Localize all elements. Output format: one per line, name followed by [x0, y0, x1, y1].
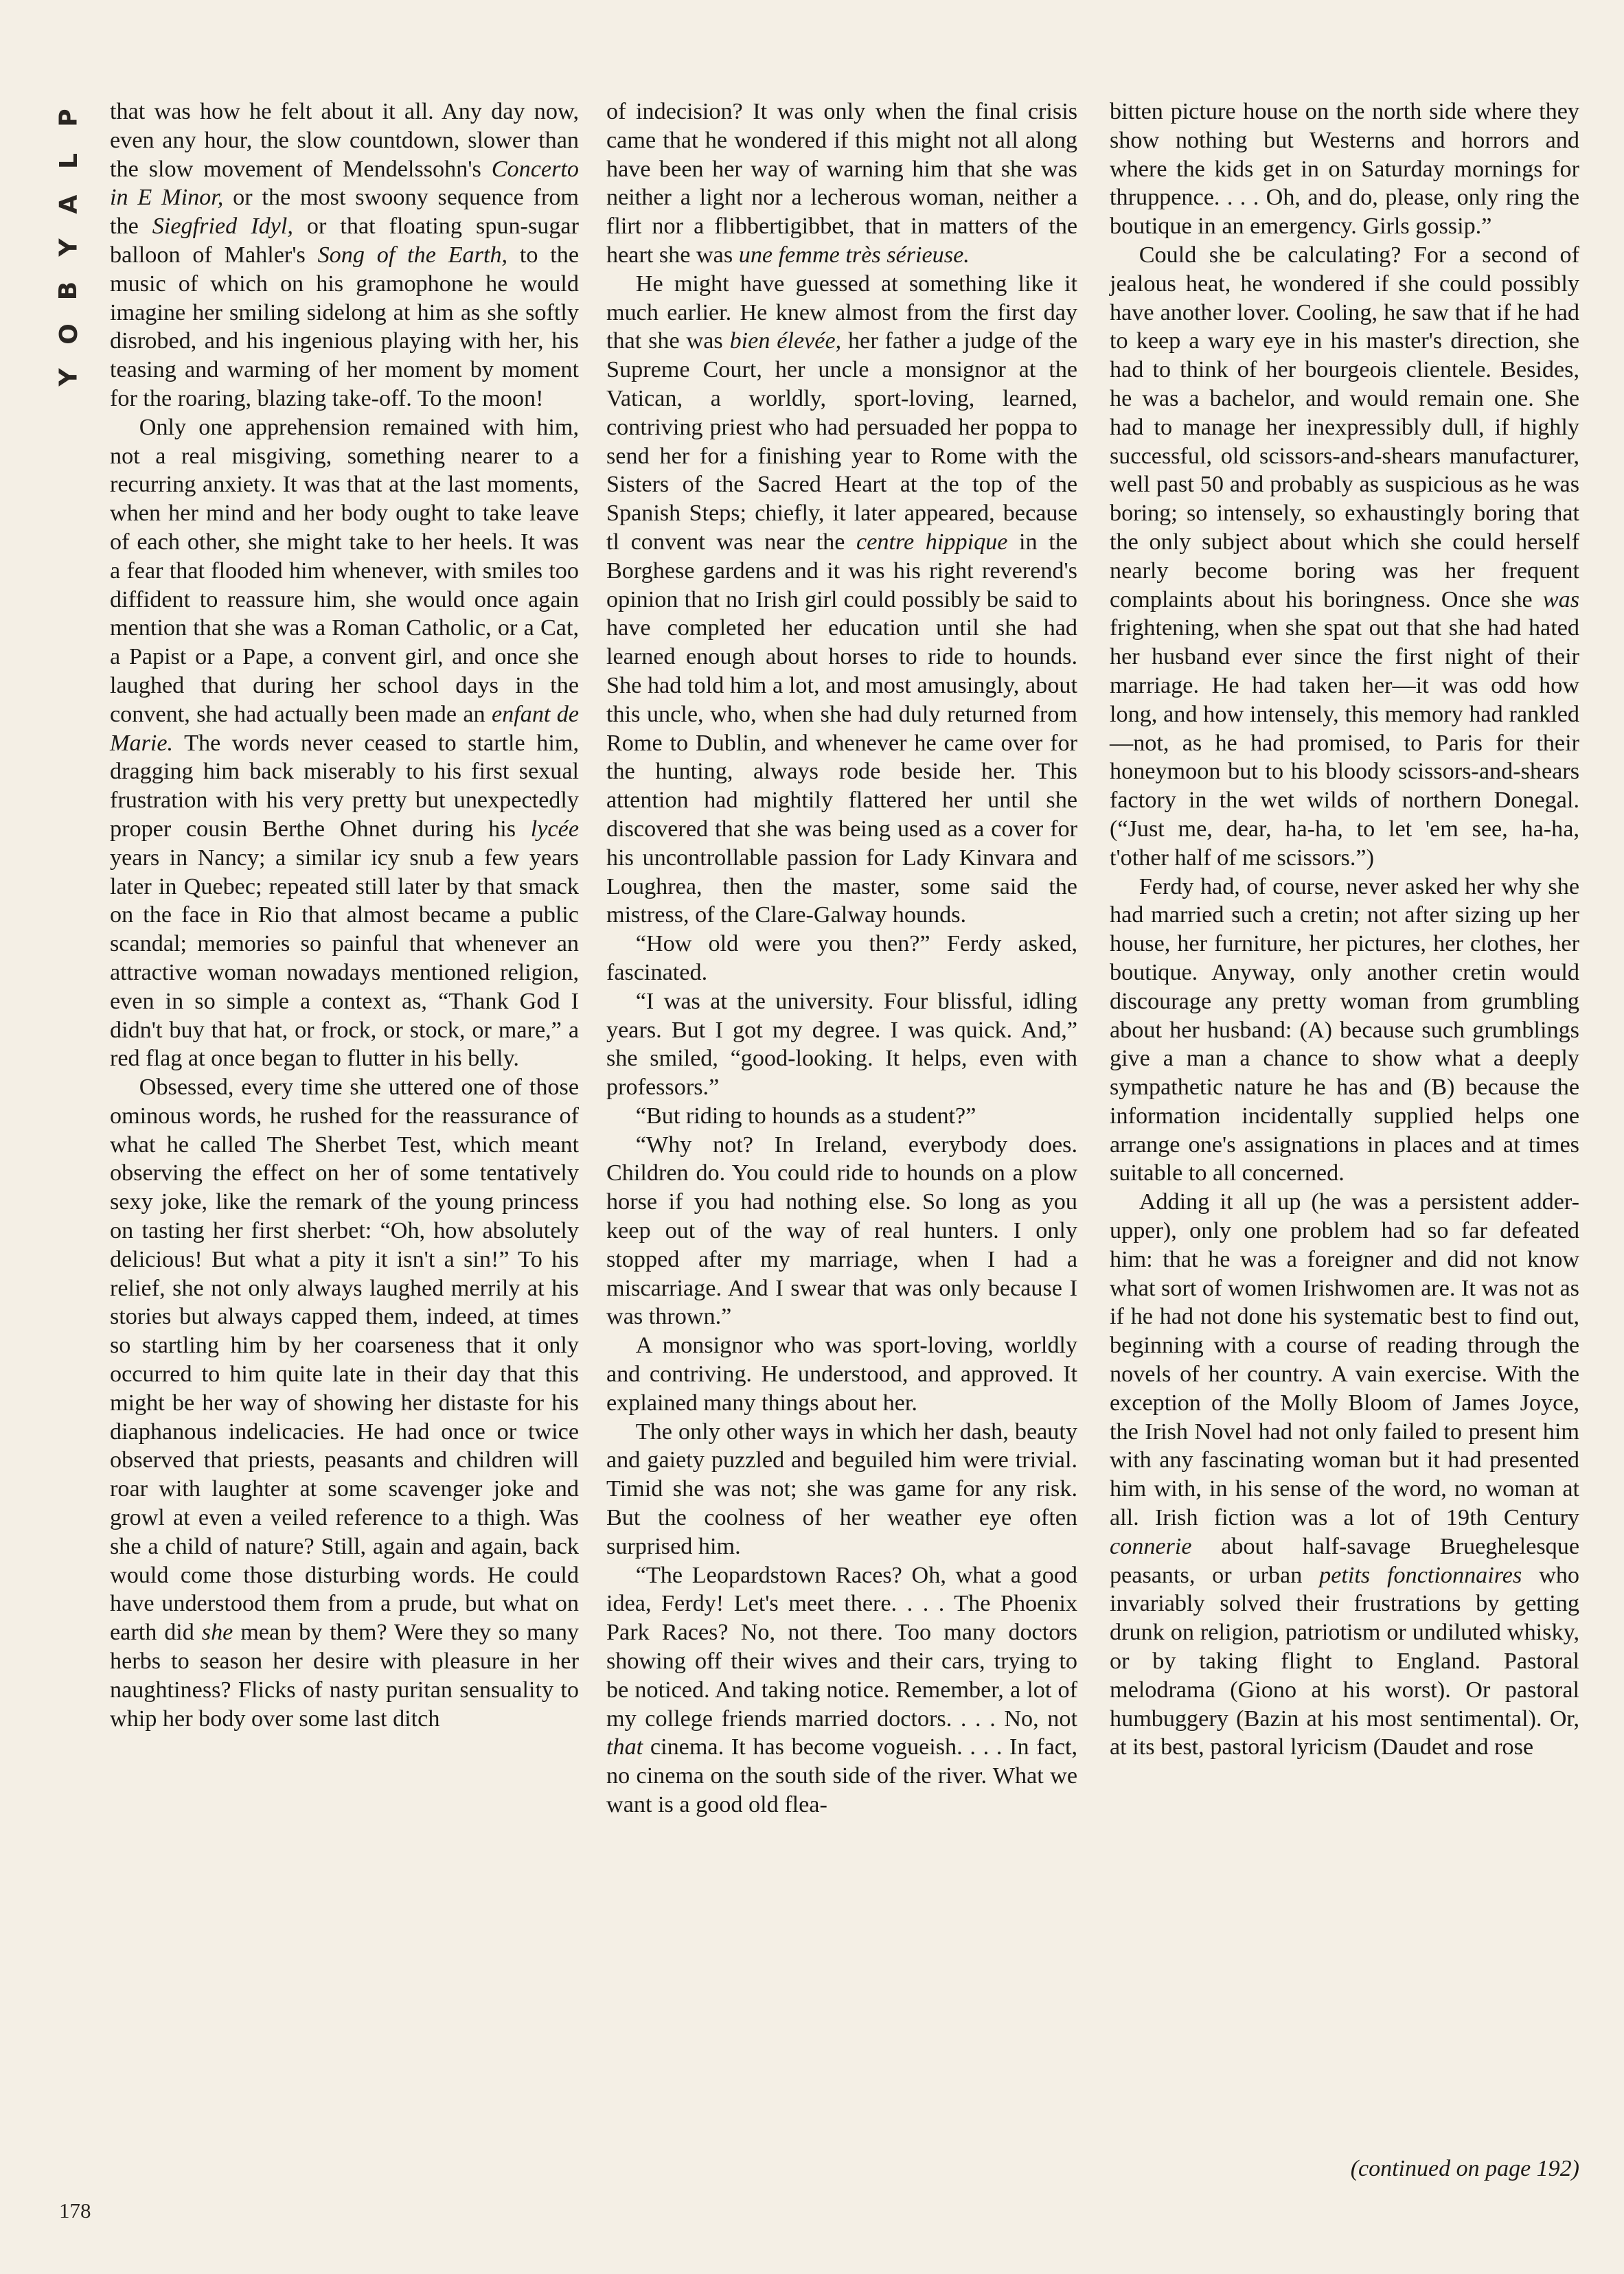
paragraph: bitten picture house on the north side where they show nothing but Westerns and horrors and where the kids get in on Saturday mornings for thruppence. . . . Oh, and do, please, only ring the boutique in an emergency. Girls gossip.”: [1110, 99, 1579, 240]
magazine-letter: L: [54, 153, 83, 169]
paragraph: “How old were you then?” Ferdy asked, fascinated.: [606, 931, 1077, 985]
magazine-name-vertical: [48, 96, 89, 399]
paragraph: “But riding to hounds as a student?”: [635, 1103, 976, 1129]
magazine-letter: A: [54, 194, 83, 214]
text-column-2: [606, 97, 1077, 1819]
magazine-letter: B: [54, 281, 83, 301]
paragraph: that was how he felt about it all. Any day now, even any hour, the slow countdown, slower than the slow movement of Mendelssohn's Concerto in E Minor, or the most swoony sequence from the Siegfried Idyl, or that floating spun-sugar balloon of Mahler's Song of the Earth, to the music of which on his gramophone he would imagine her smiling sidelong at him as she softly disrobed, and his ingenious playing with her, his teasing and warming of her moment by moment for the roaring, blazing take-off. To the moon!: [110, 99, 580, 411]
paragraph: Could she be calculating? For a second of jealous heat, he wondered if she could possibly have another lover. Cooling, he saw that if he had to keep a wary eye in his master's direction, she had to think of her bourgeois clientele. Besides, he was a bachelor, and would remain one. She had to manage her inexpressibly dull, if highly successful, old scissors-and-shears manufacturer, well past 50 and probably as suspicious as he was boring; so intensely, so exhaustingly boring that the only subject about which she could herself nearly become boring was her frequent complaints about his boringness. Once she was frightening, when she spat out that she had hated her husband ever since the first night of their marriage. He had taken her—it was odd how long, and how intensely, this memory had rankled—not, as he had promised, to Paris for their honeymoon but to his bloody scissors-and-shears factory in the wet wilds of northern Donegal. (“Just me, dear, ha-ha, to let 'em see, ha-ha, t'other half of me scissors.”): [1110, 242, 1579, 871]
paragraph: Adding it all up (he was a persistent adder-upper), only one problem had so far defeated him: that he was a foreigner and did not know what sort of women Irishwomen are. It was not as if he had not done his systematic best to find out, beginning with a course of reading through the novels of her country. A vain exercise. With the exception of the Molly Bloom of James Joyce, the Irish Novel had not only failed to present him with any fascinating woman but it had presented him with, in his sense of the word, no woman at all. Irish fiction was a lot of 19th Century connerie about half-savage Brueghelesque peasants, or urban petits fonctionnaires who invariably solved their frustrations by getting drunk on religion, patriotism or undiluted whisky, or by taking flight to England. Pastoral melodrama (Giono at his worst). Or pastoral humbuggery (Bazin at his most sentimental). Or, at its best, pastoral lyricism (Daudet and rose: [1110, 1189, 1580, 1760]
paragraph: A monsignor who was sport-loving, worldly and contriving. He understood, and approved. It explained many things about her.: [606, 1333, 1077, 1416]
paragraph: The only other ways in which her dash, beauty and gaiety puzzled and beguiled him were trivial. Timid she was not; she was game for any risk. But the coolness of her weather eye often surprised him.: [606, 1419, 1077, 1559]
paragraph: “I was at the university. Four blissful, idling years. But I got my degree. I was quick. And,” she smiled, “good-looking. It helps, even with professors.”: [606, 988, 1077, 1101]
paragraph: He might have guessed at something like it much earlier. He knew almost from the first day that she was bien élevée, her father a judge of the Supreme Court, her uncle a monsignor at the Vatican, a worldly, sport-loving, learned, contriving priest who had persuaded her poppa to send her for a finishing year to Rome with the Sisters of the Sacred Heart at the top of the Spanish Steps; chiefly, it later appeared, because tl convent was near the centre hippique in the Borghese gardens and it was his right reverend's opinion that no Irish girl could possibly be said to have completed her education until she had learned enough about horses to ride to hounds. She had told him a lot, and most amusingly, about this uncle, who, when she had duly returned from Rome to Dublin, and whenever he came over for the hunting, always rode beside her. This attention had mightily flattered her until she discovered that she was being used as a cover for his uncontrollable passion for Lady Kinvara and Loughrea, then the master, some said the mistress, of the Clare-Galway hounds.: [606, 271, 1078, 928]
magazine-letter: O: [54, 323, 83, 345]
paragraph: Only one apprehension remained with him, not a real misgiving, something nearer to a recurring anxiety. It was that at the last moments, when her mind and her body ought to take leave of each other, she might take to her heels. It was a fear that flooded him whenever, with smiles too diffident to reassure him, she would once again mention that she was a Roman Catholic, or a Cat, a Papist or a Pape, a convent girl, and once she laughed that during her school days in the convent, she had actually been made an enfant de Marie. The words never ceased to startle him, dragging him back miserably to his first sexual frustration with his very pretty but unexpectedly proper cousin Berthe Ohnet during his lycée years in Nancy; a similar icy snub a few years later in Quebec; repeated still later by that smack on the face in Rio that almost became a public scandal; memories so painful that whenever an attractive woman nowadays mentioned religion, even in so simple a context as, “Thank God I didn't buy that hat, or frock, or stock, or mare,” a red flag at once began to flutter in his belly.: [110, 414, 580, 1072]
magazine-letter: Y: [54, 368, 83, 387]
page-number: 178: [59, 2198, 91, 2223]
paragraph: of indecision? It was only when the final crisis came that he wondered if this might not all along have been her way of warning him that she was neither a light nor a lecherous woman, neither a flirt nor a flibbertigibbet, that in matters of the heart she was une femme très sérieuse.: [606, 99, 1077, 268]
paragraph: “Why not? In Ireland, everybody does. Children do. You could ride to hounds on a plow horse if you had nothing else. So long as you keep out of the way of real hunters. I only stopped after my marriage, when I had a miscarriage. And I swear that was only because I was thrown.”: [606, 1132, 1077, 1330]
paragraph: “The Leopardstown Races? Oh, what a good idea, Ferdy! Let's meet there. . . . The Phoenix Park Races? No, not there. Too many doctors showing off their wives and their cars, trying to be noticed. And taking notice. Remember, a lot of my college friends married doctors. . . . No, not that cinema. It has become vogueish. . . . In fact, no cinema on the south side of the river. What we want is a good old flea-: [606, 1562, 1078, 1818]
text-column-3: [1110, 97, 1579, 1762]
magazine-letter: Y: [54, 238, 83, 257]
text-column-1: [110, 97, 579, 1733]
magazine-letter: P: [54, 108, 83, 127]
paragraph: Obsessed, every time she uttered one of those ominous words, he rushed for the reassurance of what he called The Sherbet Test, which meant observing the effect on her of some tentatively sexy joke, like the remark of the young princess on tasting her first sherbet: “Oh, how absolutely delicious! But what a pity it isn't a sin!” To his relief, she not only always laughed merrily at his stories but always capped them, indeed, at times so startling him by her coarseness that it only occurred to him quite late in their day that this might be her way of showing her distaste for his diaphanous indelicacies. He had once or twice observed that priests, peasants and children will roar with laughter at some scavenger joke and growl at even a veiled reference to a thigh. Was she a child of nature? Still, again and again, back would come those disturbing words. He could have understood them from a prude, but what on earth did she mean by them? Were they so many herbs to season her desire with pleasure in her naughtiness? Flicks of nasty puritan sensuality to whip her body over some last ditch: [110, 1075, 580, 1732]
paragraph: Ferdy had, of course, never asked her why she had married such a cretin; not after sizing up her house, her furniture, her pictures, her clothes, her boutique. Anyway, only another cretin would discourage any pretty woman from grumbling about her husband: (A) because such grumblings give a man a chance to show what a deeply sympathetic nature he has and (B) because the information incidentally supplied helps one arrange one's assignations in places and at times suitable to all concerned.: [1110, 873, 1579, 1186]
continued-note: (continued on page 192): [1350, 2156, 1579, 2181]
